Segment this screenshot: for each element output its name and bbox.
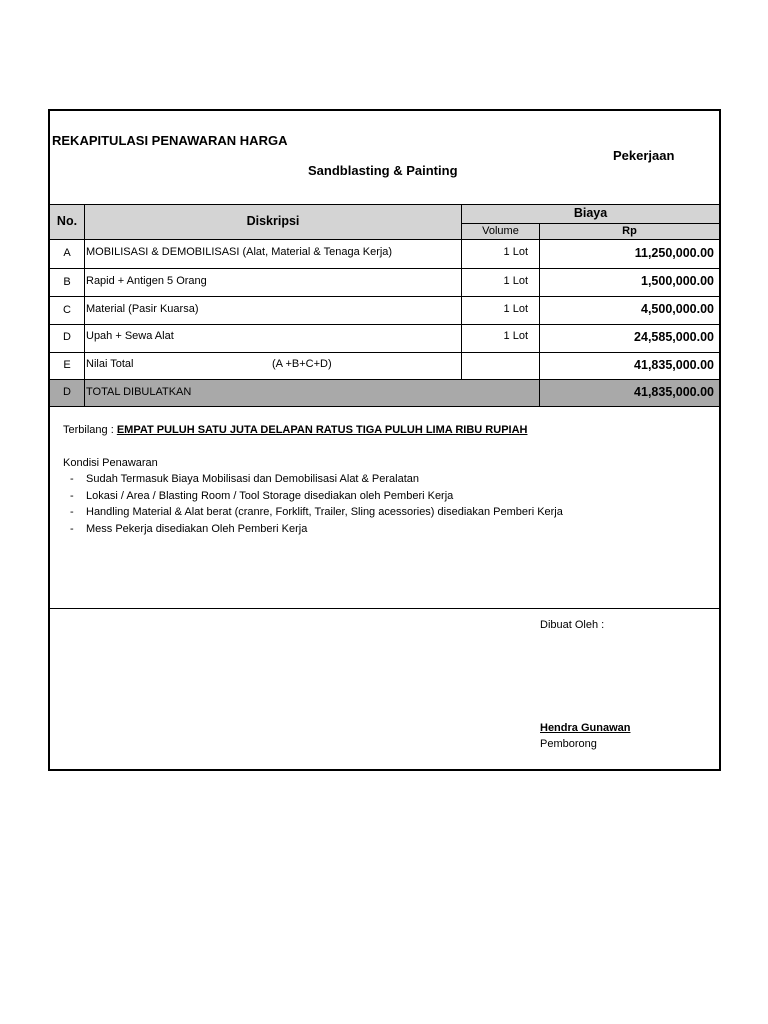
condition-bullet: - [70, 473, 74, 485]
row-amount: 4,500,000.00 [641, 302, 714, 316]
row-divider [50, 268, 719, 269]
condition-bullet: - [70, 506, 74, 518]
conditions-title: Kondisi Penawaran [63, 457, 158, 469]
row-no: D [63, 331, 71, 343]
terbilang-line [63, 424, 527, 436]
condition-item: Sudah Termasuk Biaya Mobilisasi dan Demobilisasi Alat & Peralatan [86, 473, 420, 485]
signature-separator [50, 608, 719, 609]
header-description: Diskripsi [246, 214, 300, 228]
row-description: Rapid + Antigen 5 Orang [86, 275, 207, 287]
row-divider [50, 296, 719, 297]
condition-item: Lokasi / Area / Blasting Room / Tool Storage disediakan oleh Pemberi Kerja [86, 490, 454, 502]
header-no: No. [56, 214, 78, 228]
terbilang-value: EMPAT PULUH SATU JUTA DELAPAN RATUS TIGA PULUH LIMA RIBU RUPIAH [116, 424, 528, 436]
row-volume: 1 Lot [503, 330, 528, 342]
row-description: Material (Pasir Kuarsa) [86, 303, 199, 315]
signer-role: Pemborong [540, 738, 597, 750]
header-cost: Biaya [573, 206, 608, 220]
table-bottom-border [50, 406, 719, 407]
table-top-border [50, 204, 719, 205]
row-no: C [63, 304, 71, 316]
condition-bullet: - [70, 523, 74, 535]
header-bottom-border [50, 239, 719, 240]
subtotal-amount: 41,835,000.00 [634, 358, 714, 372]
signer-name: Hendra Gunawan [540, 722, 631, 734]
total-amount: 41,835,000.00 [634, 385, 714, 399]
row-divider [50, 324, 719, 325]
row-description: MOBILISASI & DEMOBILISASI (Alat, Material & Tenaga Kerja) [86, 246, 393, 258]
condition-bullet: - [70, 490, 74, 502]
quotation-sheet [48, 109, 721, 771]
header-currency: Rp [622, 225, 637, 237]
project-name: Sandblasting & Painting [308, 163, 458, 178]
row-description: Upah + Sewa Alat [86, 330, 174, 342]
condition-item: Handling Material & Alat berat (cranre, Forklift, Trailer, Sling acessories) disediakan Pemberi Kerja [86, 506, 563, 518]
row-amount: 24,585,000.00 [634, 330, 714, 344]
row-volume: 1 Lot [503, 246, 528, 258]
total-label: TOTAL DIBULATKAN [86, 386, 192, 398]
pekerjaan-label: Pekerjaan [613, 148, 675, 163]
header-split-line [461, 223, 719, 224]
header-volume: Volume [482, 225, 519, 237]
row-divider [50, 352, 719, 353]
subtotal-no: E [63, 359, 71, 371]
row-no: B [63, 276, 71, 288]
row-amount: 1,500,000.00 [641, 274, 714, 288]
column-divider [84, 204, 85, 406]
total-no: D [63, 386, 71, 398]
row-volume: 1 Lot [503, 303, 528, 315]
row-amount: 11,250,000.00 [634, 246, 714, 260]
subtotal-formula: (A +B+C+D) [272, 358, 332, 370]
subtotal-label: Nilai Total [86, 358, 134, 370]
row-no: A [63, 247, 71, 259]
condition-item: Mess Pekerja disediakan Oleh Pemberi Kerja [86, 523, 308, 535]
terbilang-label: Terbilang : [63, 424, 114, 436]
made-by-label: Dibuat Oleh : [540, 619, 605, 631]
row-volume: 1 Lot [503, 275, 528, 287]
document-title: REKAPITULASI PENAWARAN HARGA [52, 133, 288, 148]
